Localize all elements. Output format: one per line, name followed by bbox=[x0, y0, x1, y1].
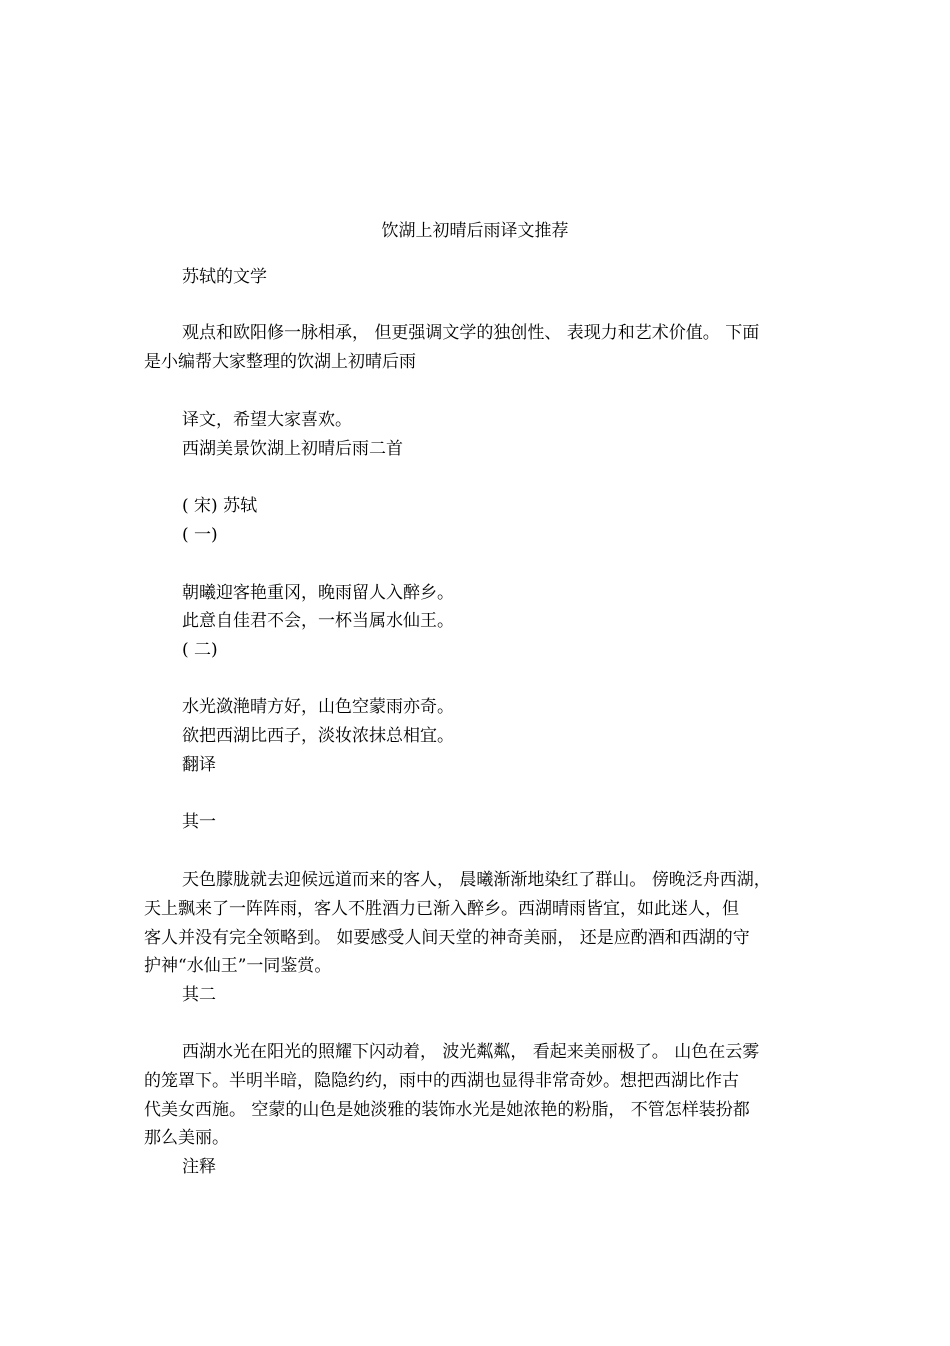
poem-1-line-2: 此意自佳君不会，一杯当属水仙王。 bbox=[182, 611, 454, 631]
document-title: 饮湖上初晴后雨译文推荐 bbox=[381, 221, 569, 241]
translation-1-line-2: 天上飘来了一阵阵雨，客人不胜酒力已渐入醉乡。西湖晴雨皆宜，如此迷人，但 bbox=[144, 899, 739, 919]
translation-2-line-4: 那么美丽。 bbox=[144, 1128, 229, 1148]
poem-part-1-label: ( 一) bbox=[182, 525, 218, 545]
poem-part-2-label: ( 二) bbox=[182, 640, 218, 660]
translation-part-2-label: 其二 bbox=[182, 985, 216, 1005]
intro-line-1: 苏轼的文学 bbox=[182, 267, 267, 287]
intro-line-3: 是小编帮大家整理的饮湖上初晴后雨 bbox=[144, 352, 416, 372]
translation-2-line-2: 的笼罩下。半明半暗，隐隐约约，雨中的西湖也显得非常奇妙。想把西湖比作古 bbox=[144, 1071, 739, 1091]
translation-1-line-4: 护神“水仙王”一同鉴赏。 bbox=[144, 956, 332, 976]
translation-1-line-1: 天色朦胧就去迎候远道而来的客人， 晨曦渐渐地染红了群山。 傍晚泛舟西湖， bbox=[182, 870, 771, 890]
intro-line-2: 观点和欧阳修一脉相承， 但更强调文学的独创性、 表现力和艺术价值。 下面 bbox=[182, 323, 760, 343]
translation-2-line-3: 代美女西施。 空蒙的山色是她淡雅的装饰水光是她浓艳的粉脂， 不管怎样装扮都 bbox=[144, 1100, 750, 1120]
poem-2-line-1: 水光潋滟晴方好，山色空蒙雨亦奇。 bbox=[182, 697, 454, 717]
translation-1-line-3: 客人并没有完全领略到。 如要感受人间天堂的神奇美丽， 还是应酌酒和西湖的守 bbox=[144, 928, 750, 948]
intro-line-4: 译文，希望大家喜欢。 bbox=[182, 410, 352, 430]
translation-part-1-label: 其一 bbox=[182, 812, 216, 832]
poem-author: ( 宋) 苏轼 bbox=[182, 496, 258, 516]
notes-heading: 注释 bbox=[182, 1157, 216, 1177]
poem-heading: 西湖美景饮湖上初晴后雨二首 bbox=[182, 439, 403, 459]
translation-heading: 翻译 bbox=[182, 755, 216, 775]
poem-1-line-1: 朝曦迎客艳重冈，晚雨留人入醉乡。 bbox=[182, 583, 454, 603]
translation-2-line-1: 西湖水光在阳光的照耀下闪动着， 波光粼粼， 看起来美丽极了。 山色在云雾 bbox=[182, 1042, 760, 1062]
poem-2-line-2: 欲把西湖比西子，淡妆浓抹总相宜。 bbox=[182, 726, 454, 746]
